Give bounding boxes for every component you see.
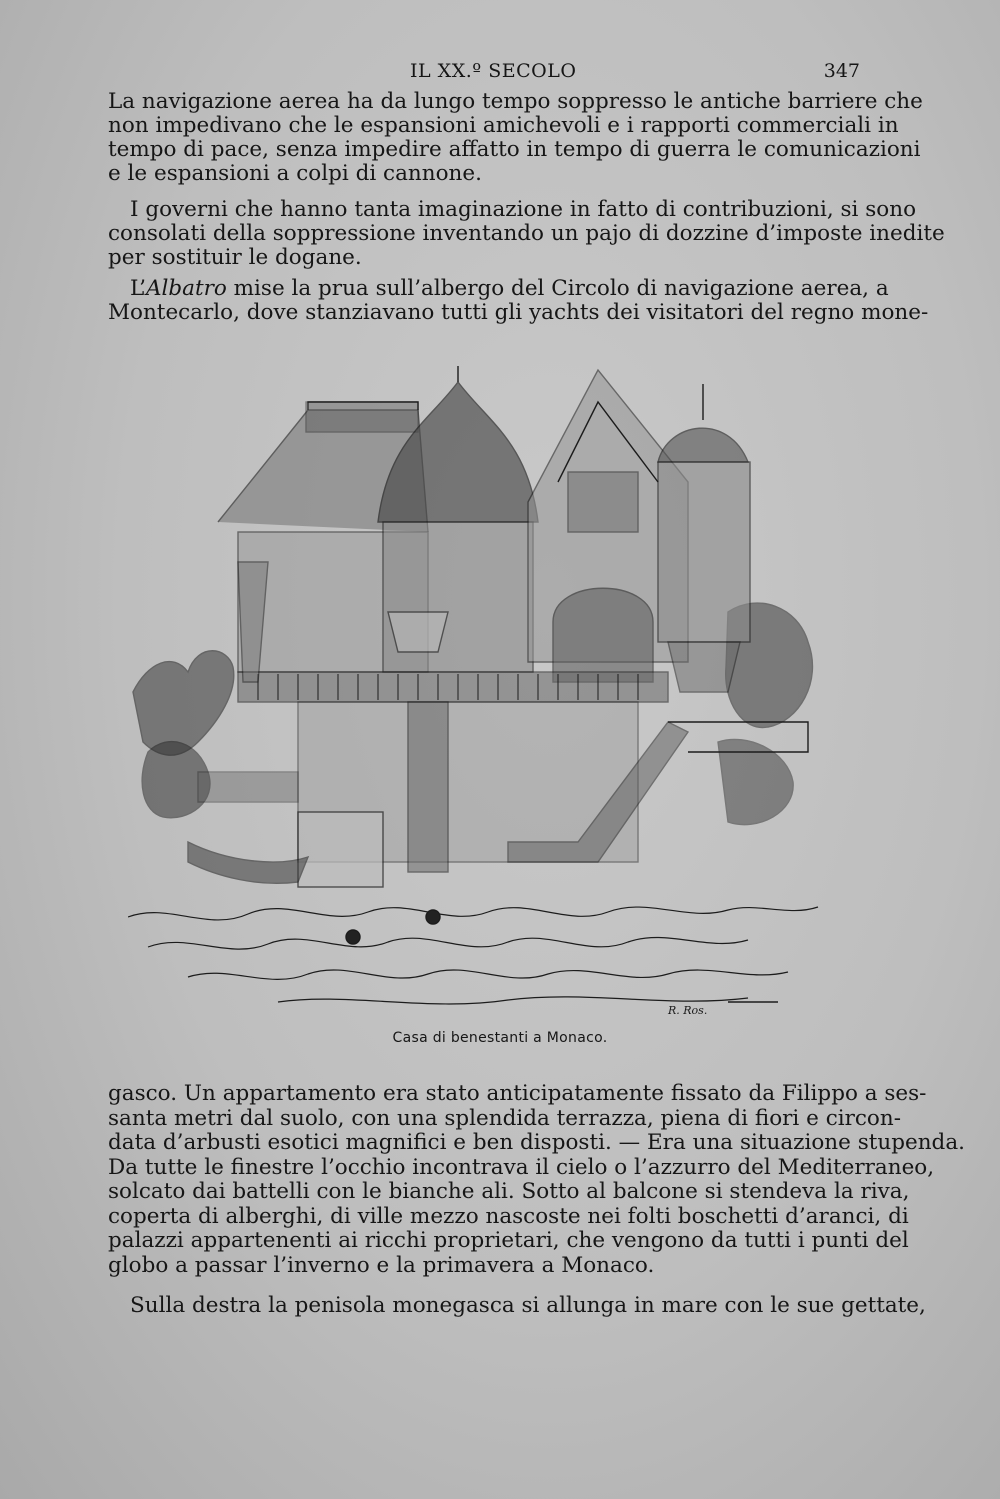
text-line: consolati della soppressione inventando un pajo di dozzine d’imposte inedite [108,221,945,246]
paragraph-1 [108,89,923,186]
text-fragment: mise la prua sull’albergo del Circolo di navigazione aerea, a [226,276,889,301]
text-line: data d’arbusti esotici magnifici e ben disposti. — Era una situazione stupenda. [108,1130,965,1155]
text-line: tempo di pace, senza impedire affatto in tempo di guerra le comunicazioni [108,137,921,162]
text-line [108,276,889,301]
engraving-illustration [128,362,828,1022]
text-line: globo a passar l’inverno e la primavera a Monaco. [108,1252,655,1278]
ship-name: Albatro [145,276,227,301]
text-line: Sulla destra la penisola monegasca si allunga in mare con le sue gettate, [130,1293,926,1318]
text-fragment: L’ [130,276,146,301]
running-title: IL XX.º SECOLO [410,60,577,82]
villa-engraving [128,362,828,1022]
text-line: I governi che hanno tanta imaginazione in fatto di contribuzioni, si sono [130,197,917,222]
text-line: Montecarlo, dove stanziavano tutti gli yachts dei visitatori del regno mone- [108,300,929,325]
paragraph-5 [108,1293,926,1318]
text-line: per sostituir le dogane. [108,245,362,270]
figure-caption: Casa di benestanti a Monaco. [392,1030,608,1046]
text-line: coperta di alberghi, di ville mezzo nascoste nei folti boschetti d’aranci, di [108,1203,909,1229]
text-line: e le espansioni a colpi di cannone. [108,161,482,186]
paragraph-3 [108,276,929,325]
artist-signature: R. Ros. [668,1004,708,1017]
text-line: santa metri dal suolo, con una splendida terrazza, piena di fiori e circon- [108,1105,901,1131]
paragraph-2 [108,197,945,270]
page-number: 347 [823,60,860,82]
paragraph-4 [108,1081,965,1278]
text-line: Da tutte le finestre l’occhio incontrava il cielo o l’azzurro del Mediterraneo, [108,1154,935,1180]
text-line: La navigazione aerea ha da lungo tempo soppresso le antiche barriere che [108,89,923,114]
page-header [110,60,870,88]
text-line: gasco. Un appartamento era stato anticipatamente fissato da Filippo a ses- [108,1081,927,1106]
text-line: non impedivano che le espansioni amichevoli e i rapporti commerciali in [108,113,899,138]
text-line: solcato dai battelli con le bianche ali. Sotto al balcone si stendeva la riva, [108,1179,910,1204]
text-line: palazzi appartenenti ai ricchi proprietari, che vengono da tutti i punti del [108,1228,909,1253]
